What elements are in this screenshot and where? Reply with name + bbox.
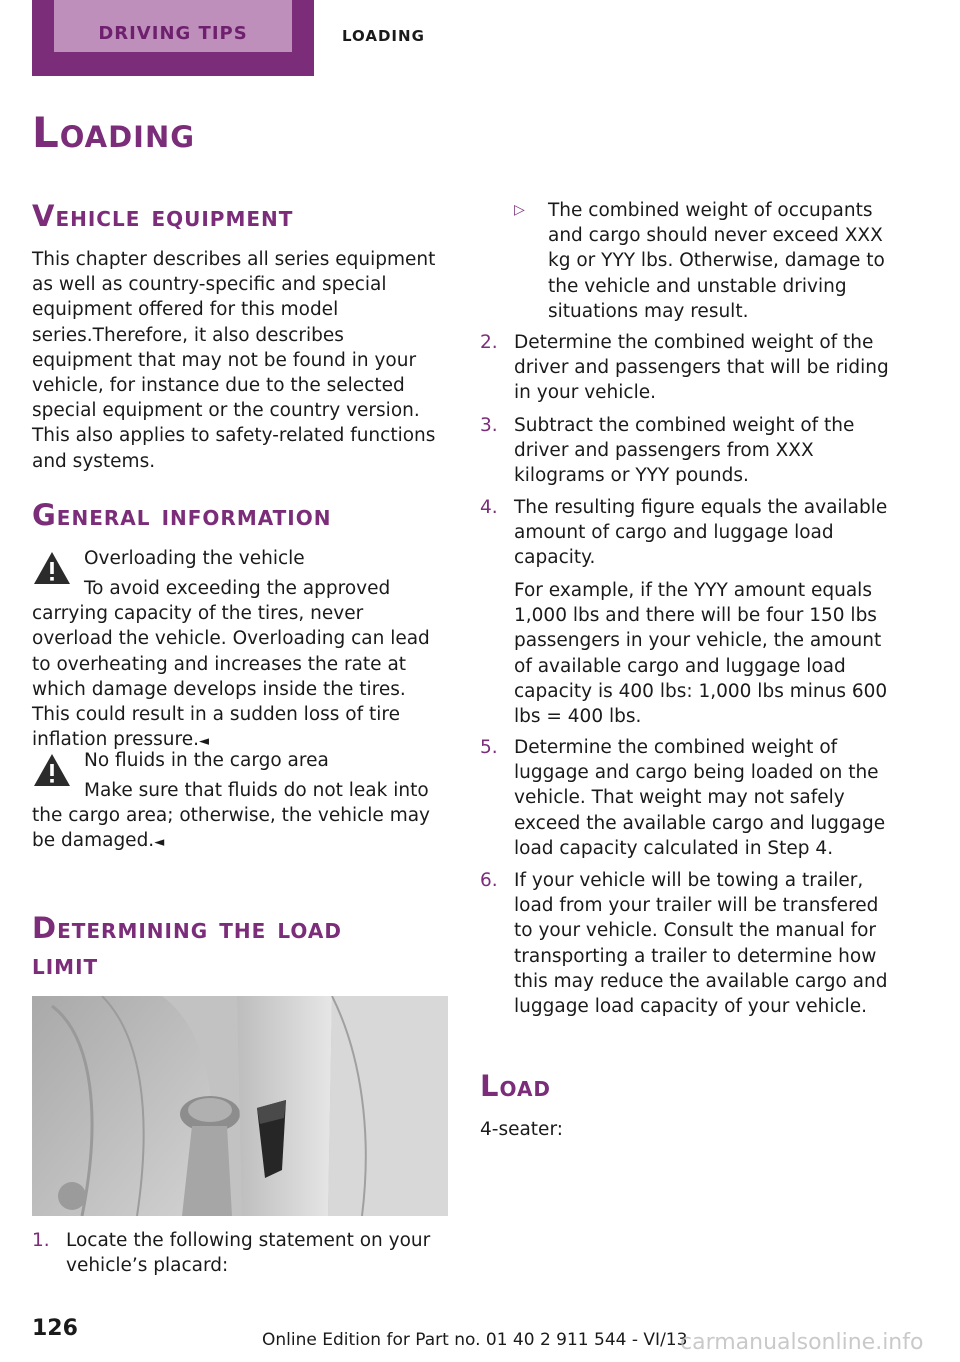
door-pillar-placard-icon bbox=[32, 996, 448, 1216]
warning-title: No fluids in the cargo area bbox=[84, 750, 329, 771]
warning-body: Make sure that fluids do not leak into the cargo area; otherwise, the vehicle may be damaged. bbox=[32, 780, 430, 852]
triangle-bullet-icon: ▷ bbox=[514, 202, 525, 218]
sub-list-text: The combined weight of occupants and cargo should never exceed XXX kg or YYY lbs. Otherwise, damage to the vehicle and unstable driving situations may result. bbox=[548, 200, 885, 322]
example-text: For example, if the YYY amount equals 1,000 lbs and there will be four 150 lbs passengers in your vehicle, the amount of available cargo and luggage load capacity is 400 lbs: 1,000 lbs minus 600 lbs = 400 lbs. bbox=[514, 580, 888, 728]
section-tab-label: DRIVING TIPS bbox=[54, 0, 292, 52]
heading-vehicle-equipment: Vehicle equipment bbox=[32, 199, 294, 233]
placard-location-illustration bbox=[32, 996, 448, 1216]
page-title: Loading bbox=[32, 108, 196, 157]
heading-determining-load-limit-line2: limit bbox=[32, 947, 99, 981]
list-number: 3. bbox=[480, 415, 498, 436]
page-number: 126 bbox=[32, 1316, 78, 1341]
list-number: 2. bbox=[480, 332, 498, 353]
list-number: 6. bbox=[480, 870, 498, 891]
list-number: 5. bbox=[480, 737, 498, 758]
section-tab bbox=[32, 0, 314, 76]
warning-text bbox=[32, 576, 448, 754]
heading-load: Load bbox=[480, 1069, 552, 1103]
heading-determining-load-limit-line1: Determining the load bbox=[32, 911, 342, 945]
load-text: 4-seater: bbox=[480, 1119, 563, 1140]
breadcrumb: LOADING bbox=[342, 27, 425, 45]
list-text: Determine the combined weight of the driver and passengers that will be riding in your vehicle. bbox=[514, 332, 889, 404]
warning-body: To avoid exceeding the approved carrying capacity of the tires, never overload the vehicle. Overloading can lead to overheating and increases the rate at which damage develops inside the tires. This could result in a sudden loss of tire inflation pressure. bbox=[32, 578, 430, 751]
list-text: If your vehicle will be towing a trailer, load from your trailer will be transfered to your vehicle. Consult the manual for transporting a trailer to determine how this may reduce the available cargo and luggage load capacity of your vehicle. bbox=[514, 870, 888, 1018]
watermark: carmanualsonline.info bbox=[680, 1330, 924, 1355]
list-text: The resulting figure equals the available amount of cargo and luggage load capacity. bbox=[514, 497, 888, 569]
end-mark-icon: ◄ bbox=[198, 734, 209, 750]
list-number: 4. bbox=[480, 497, 498, 518]
list-text: Determine the combined weight of luggage and cargo being loaded on the vehicle. That weight may not safely exceed the available cargo and luggage load capacity calculated in Step 4. bbox=[514, 737, 886, 859]
edition-text: Online Edition for Part no. 01 40 2 911 544 - VI/13 bbox=[262, 1330, 688, 1350]
list-number: 1. bbox=[32, 1230, 50, 1251]
warning-title: Overloading the vehicle bbox=[84, 548, 305, 569]
list-text: Locate the following statement on your vehicle’s placard: bbox=[66, 1230, 431, 1277]
warning-text bbox=[32, 778, 448, 856]
end-mark-icon: ◄ bbox=[154, 835, 165, 851]
heading-general-information: General information bbox=[32, 498, 332, 532]
vehicle-equipment-text: This chapter describes all series equipment as well as country-specific and special equipment offered for this model series.Therefore, it also describes equipment that may not be found in your vehicle, for instance due to the selected special equipment or the country version. This also applies to safety-related functions and systems. bbox=[32, 249, 436, 472]
list-text: Subtract the combined weight of the driver and passengers from XXX kilograms or YYY pounds. bbox=[514, 415, 855, 487]
